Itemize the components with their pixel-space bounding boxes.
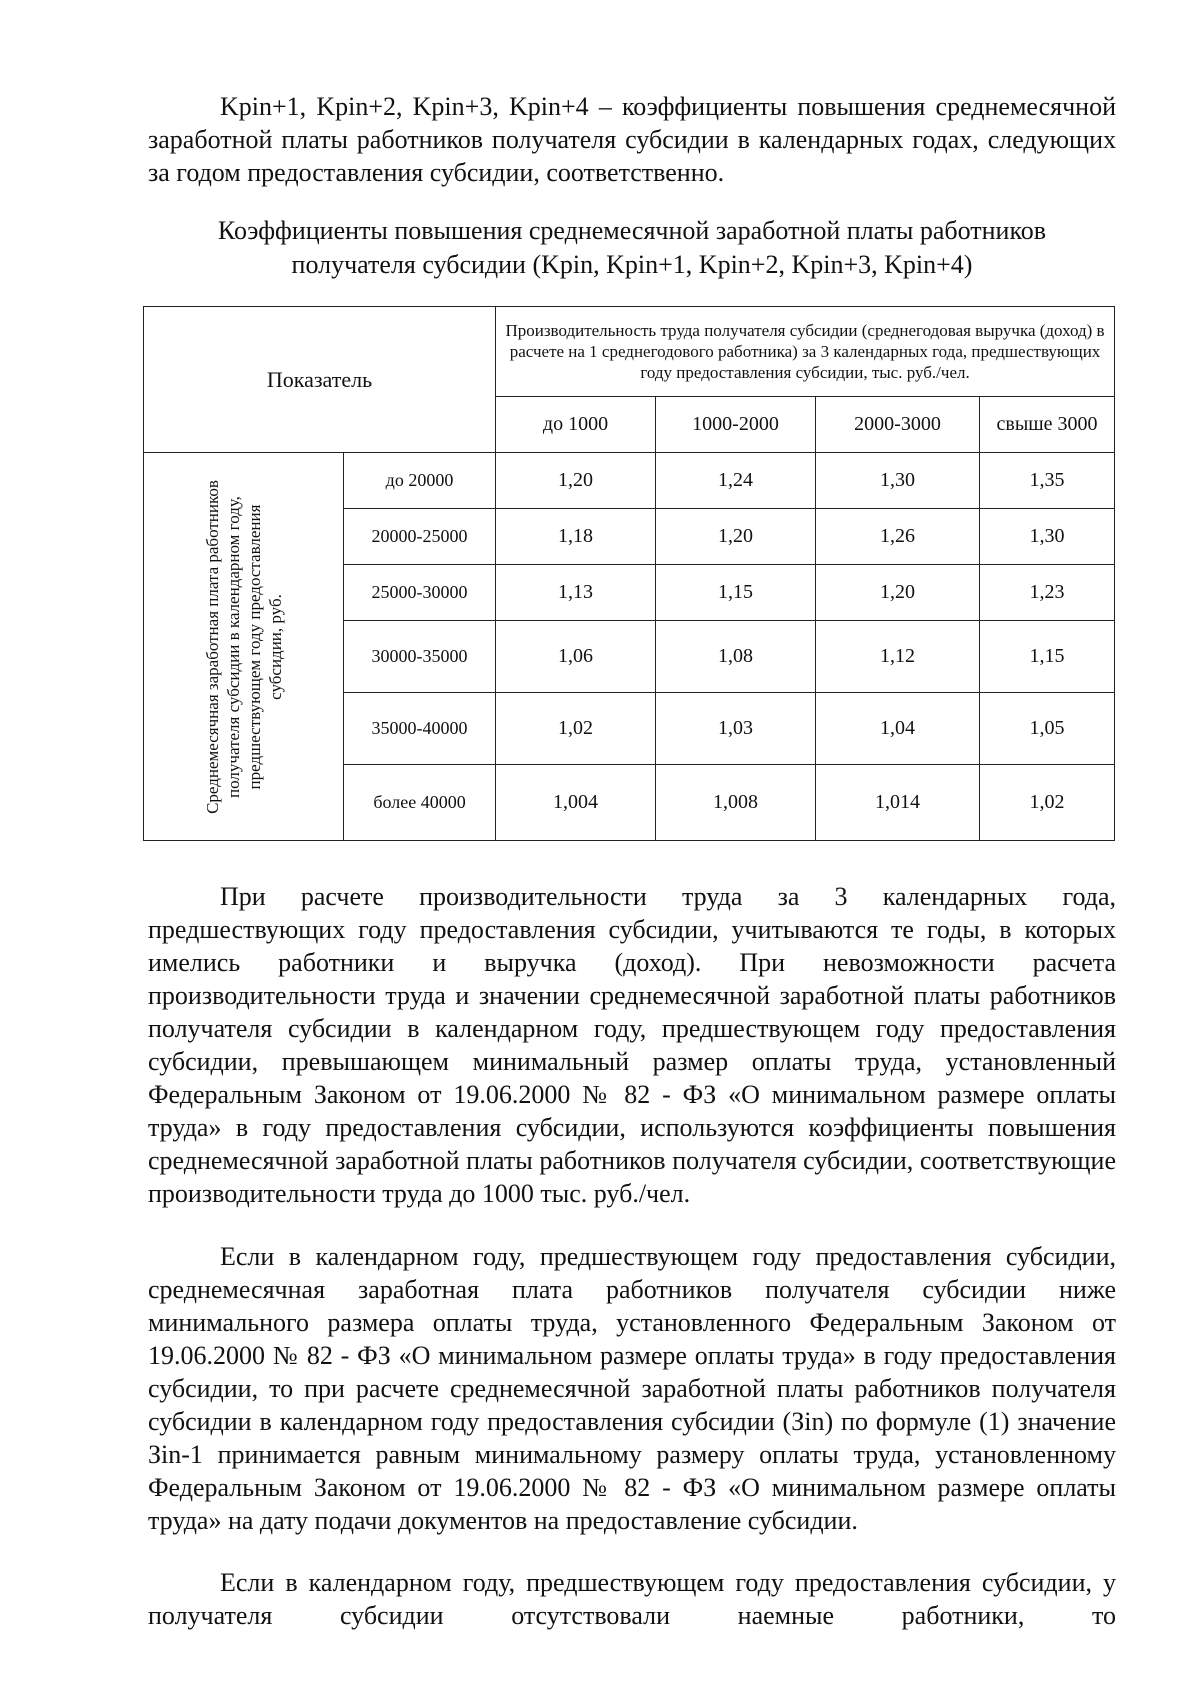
column-header: 1000-2000 [656, 397, 816, 453]
coef-value: 1,18 [496, 509, 656, 565]
coefficients-table [143, 306, 1115, 841]
column-header: свыше 3000 [980, 397, 1115, 453]
coef-value: 1,13 [496, 565, 656, 621]
column-header: 2000-3000 [816, 397, 980, 453]
coef-value: 1,004 [496, 765, 656, 841]
coef-value: 1,008 [656, 765, 816, 841]
coef-value: 1,02 [496, 693, 656, 765]
coef-value: 1,35 [980, 453, 1115, 509]
coef-value: 1,23 [980, 565, 1115, 621]
productivity-header: Производительность труда получателя субсидии (среднегодовая выручка (доход) в расчете на 1 среднегодового работника) за 3 календарных года, предшествующих году предоставления субсидии, тыс. руб./чел. [496, 307, 1115, 397]
column-header: до 1000 [496, 397, 656, 453]
coef-value: 1,20 [656, 509, 816, 565]
coef-value: 1,30 [980, 509, 1115, 565]
table-title-line1: Коэффициенты повышения среднемесячной заработной платы работников [217, 216, 1047, 245]
salary-range: более 40000 [344, 765, 496, 841]
table-title-line2: получателя субсидии (Kpin, Kpin+1, Kpin+2, Kpin+3, Kpin+4) [291, 250, 973, 279]
coef-value: 1,20 [816, 565, 980, 621]
salary-range: 30000-35000 [344, 621, 496, 693]
salary-range: 20000-25000 [344, 509, 496, 565]
coef-value: 1,15 [656, 565, 816, 621]
coef-value: 1,30 [816, 453, 980, 509]
coef-value: 1,04 [816, 693, 980, 765]
paragraph-no-employees: Если в календарном году, предшествующем году предоставления субсидии, у получателя субсидии отсутствовали наемные работники, то [148, 1568, 1116, 1630]
row-group-label: Среднемесячная заработная плата работников получателя субсидии в календарном году, предшествующем году предоставления субсидии, руб. [202, 479, 285, 814]
coef-value: 1,24 [656, 453, 816, 509]
table-row [144, 453, 1115, 509]
salary-range: до 20000 [344, 453, 496, 509]
intro-paragraph [148, 90, 1116, 189]
coef-symbols: Kpin+1, Kpin+2, Kpin+3, Kpin+4 [220, 92, 589, 121]
paragraph-minimum-wage: Если в календарном году, предшествующем году предоставления субсидии, среднемесячная заработная плата работников получателя субсидии ниже минимального размера оплаты труда, установленного Федеральным Законом от 19.06.2000 № 82 - ФЗ «О минимальном размере оплаты труда» в году предоставления субсидии, то при расчете среднемесячной заработной платы работников получателя субсидии в календарном году предоставления субсидии (Зin) по формуле (1) значение Зin-1 принимается равным минимальному размеру оплаты труда, установленному Федеральным Законом от 19.06.2000 № 82 - ФЗ «О минимальном размере оплаты труда» на дату подачи документов на предоставление субсидии. [148, 1242, 1116, 1535]
coef-value: 1,014 [816, 765, 980, 841]
coef-value: 1,05 [980, 693, 1115, 765]
intro-text: – коэффициенты повышения среднемесячной заработной платы работников получателя субсидии в календарных годах, следующих за годом предоставления субсидии, соответственно. [148, 92, 1116, 187]
coef-value: 1,03 [656, 693, 816, 765]
coef-value: 1,08 [656, 621, 816, 693]
salary-range: 35000-40000 [344, 693, 496, 765]
coef-value: 1,20 [496, 453, 656, 509]
row-group-label-cell [144, 453, 344, 841]
coef-value: 1,02 [980, 765, 1115, 841]
coef-value: 1,06 [496, 621, 656, 693]
coef-value: 1,26 [816, 509, 980, 565]
indicator-header: Показатель [144, 307, 496, 453]
coef-value: 1,15 [980, 621, 1115, 693]
coef-value: 1,12 [816, 621, 980, 693]
salary-range: 25000-30000 [344, 565, 496, 621]
paragraph-productivity: При расчете производительности труда за 3 календарных года, предшествующих году предоставления субсидии, учитываются те годы, в которых имелись работники и выручка (доход). При невозможности расчета производительности труда и значении среднемесячной заработной платы работников получателя субсидии в календарном году, предшествующем году предоставления субсидии, превышающем минимальный размер оплаты труда, установленный Федеральным Законом от 19.06.2000 № 82 - ФЗ «О минимальном размере оплаты труда» в году предоставления субсидии, используются коэффициенты повышения среднемесячной заработной платы работников получателя субсидии, соответствующие производительности труда до 1000 тыс. руб./чел. [148, 882, 1116, 1208]
